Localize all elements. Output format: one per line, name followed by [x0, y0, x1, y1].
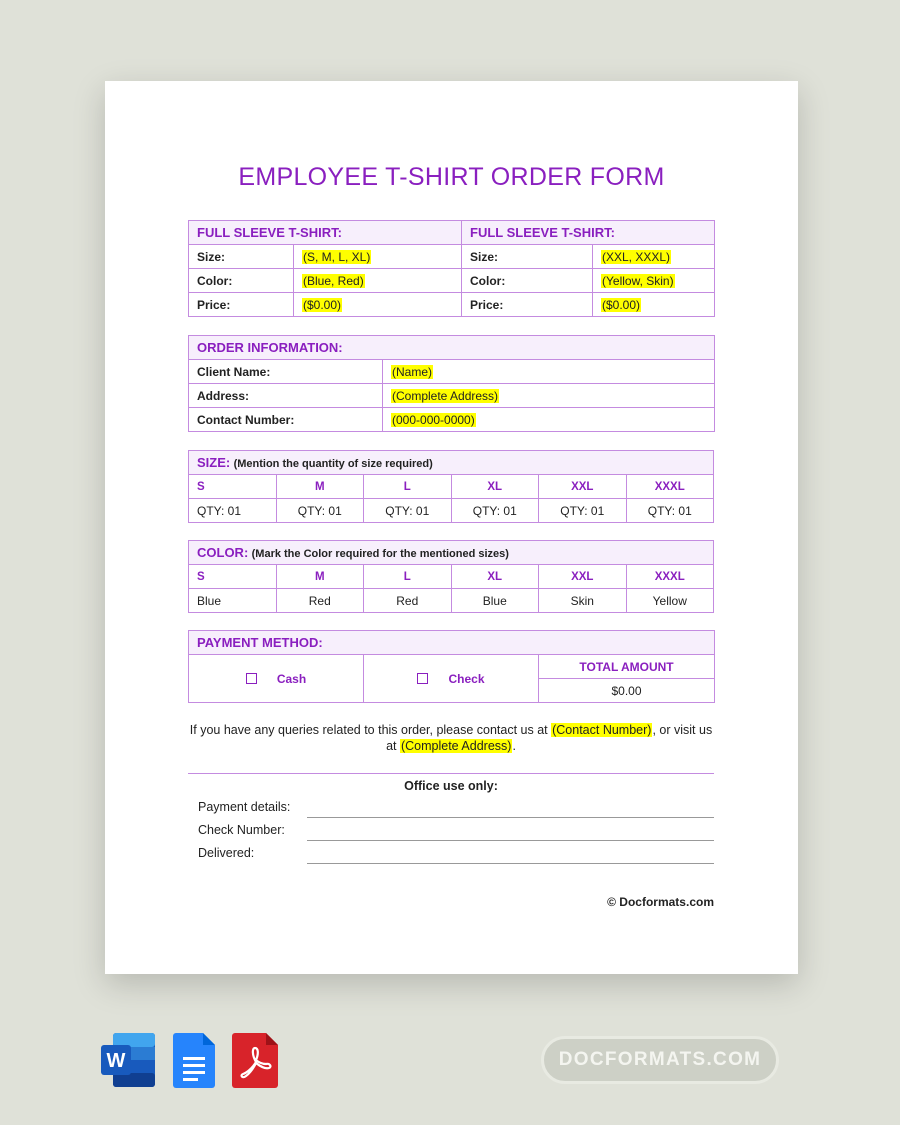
payment-header: PAYMENT METHOD: — [189, 631, 715, 655]
color-header: COLOR: (Mark the Color required for the mentioned sizes) — [189, 541, 714, 565]
size-xxxl-label: XXXL — [626, 565, 714, 589]
payment-details-line[interactable] — [307, 817, 714, 818]
size-xxl-label: XXL — [539, 565, 627, 589]
color-section — [188, 540, 714, 613]
check-number-line[interactable] — [307, 840, 714, 841]
qty-m-field[interactable]: QTY: 01 — [276, 499, 364, 523]
tshirt-table-section — [188, 220, 714, 317]
address-field[interactable]: (Complete Address) — [383, 384, 715, 408]
tshirt-right-header: FULL SLEEVE T-SHIRT: — [462, 221, 715, 245]
page-title: EMPLOYEE T-SHIRT ORDER FORM — [238, 163, 665, 191]
payment-table — [188, 630, 715, 703]
tshirt-row — [189, 269, 715, 293]
size-labels-row — [189, 475, 714, 499]
tshirt-row — [189, 245, 715, 269]
delivered-row — [198, 846, 714, 866]
pdf-icon[interactable] — [232, 1031, 280, 1089]
size-l-label: L — [364, 475, 452, 499]
qty-l-field[interactable]: QTY: 01 — [364, 499, 452, 523]
qty-s-field[interactable]: QTY: 01 — [189, 499, 277, 523]
client-name-field[interactable]: (Name) — [383, 360, 715, 384]
contact-note: If you have any queries related to this order, please contact us at (Contact Number), or visit us at (Complete Address). — [189, 723, 713, 753]
office-use-title: Office use only: — [404, 779, 498, 793]
svg-text:W: W — [106, 1050, 126, 1072]
color-m-field[interactable]: Red — [276, 589, 364, 613]
qty-xxxl-field[interactable]: QTY: 01 — [626, 499, 714, 523]
order-info-section — [188, 335, 714, 432]
order-info-row — [189, 360, 715, 384]
size-section — [188, 450, 714, 523]
contact-number-label: Contact Number: — [189, 408, 383, 432]
size-xxl-label: XXL — [539, 475, 627, 499]
tshirt-left-header: FULL SLEEVE T-SHIRT: — [189, 221, 462, 245]
quantity-row — [189, 499, 714, 523]
qty-xl-field[interactable]: QTY: 01 — [451, 499, 539, 523]
document-page — [105, 81, 798, 974]
size-header: SIZE: (Mention the quantity of size required) — [189, 451, 714, 475]
order-info-table — [188, 335, 715, 432]
color-value-field[interactable]: (Blue, Red) — [294, 269, 462, 293]
color-s-field[interactable]: Blue — [189, 589, 277, 613]
address-label: Address: — [189, 384, 383, 408]
copyright: © Docformats.com — [607, 895, 714, 909]
tshirt-row — [189, 293, 715, 317]
total-amount-field[interactable]: $0.00 — [539, 679, 715, 703]
order-info-row — [189, 384, 715, 408]
color-values-row — [189, 589, 714, 613]
payment-section — [188, 630, 714, 703]
size-s-label: S — [189, 565, 277, 589]
size-label: Size: — [189, 245, 294, 269]
size-l-label: L — [364, 565, 452, 589]
color-xxxl-field[interactable]: Yellow — [626, 589, 714, 613]
total-amount-label: TOTAL AMOUNT — [539, 655, 715, 679]
color-size-labels-row — [189, 565, 714, 589]
price-label: Price: — [462, 293, 593, 317]
payment-details-row — [198, 800, 714, 820]
color-l-field[interactable]: Red — [364, 589, 452, 613]
size-label: Size: — [462, 245, 593, 269]
size-m-label: M — [276, 565, 364, 589]
delivered-label: Delivered: — [198, 846, 255, 860]
color-xl-field[interactable]: Blue — [451, 589, 539, 613]
color-label: Color: — [462, 269, 593, 293]
contact-number-field[interactable]: (000-000-0000) — [383, 408, 715, 432]
size-value-field[interactable]: (XXL, XXXL) — [593, 245, 715, 269]
check-checkbox[interactable] — [417, 673, 428, 684]
contact-number-placeholder: (Contact Number) — [552, 723, 652, 737]
cash-option[interactable] — [189, 655, 364, 703]
brand-badge[interactable]: DOCFORMATS.COM — [541, 1036, 779, 1084]
check-number-row — [198, 823, 714, 843]
color-xxl-field[interactable]: Skin — [539, 589, 627, 613]
color-label: Color: — [189, 269, 294, 293]
delivered-line[interactable] — [307, 863, 714, 864]
payment-details-label: Payment details: — [198, 800, 291, 814]
client-name-label: Client Name: — [189, 360, 383, 384]
size-table — [188, 450, 714, 523]
divider — [188, 773, 714, 774]
size-xl-label: XL — [451, 475, 539, 499]
word-icon[interactable] — [101, 1031, 149, 1089]
qty-xxl-field[interactable]: QTY: 01 — [539, 499, 627, 523]
check-option[interactable] — [364, 655, 539, 703]
cash-label: Cash — [276, 671, 307, 686]
size-s-label: S — [189, 475, 277, 499]
check-number-label: Check Number: — [198, 823, 285, 837]
tshirt-table — [188, 220, 715, 317]
size-value-field[interactable]: (S, M, L, XL) — [294, 245, 462, 269]
order-info-row — [189, 408, 715, 432]
google-docs-icon[interactable] — [173, 1031, 221, 1089]
color-value-field[interactable]: (Yellow, Skin) — [593, 269, 715, 293]
price-value-field[interactable]: ($0.00) — [294, 293, 462, 317]
size-m-label: M — [276, 475, 364, 499]
color-table — [188, 540, 714, 613]
check-label: Check — [448, 671, 485, 686]
order-info-header: ORDER INFORMATION: — [189, 336, 715, 360]
size-xxxl-label: XXXL — [626, 475, 714, 499]
address-placeholder: (Complete Address) — [400, 739, 512, 753]
price-label: Price: — [189, 293, 294, 317]
price-value-field[interactable]: ($0.00) — [593, 293, 715, 317]
size-xl-label: XL — [451, 565, 539, 589]
cash-checkbox[interactable] — [246, 673, 257, 684]
